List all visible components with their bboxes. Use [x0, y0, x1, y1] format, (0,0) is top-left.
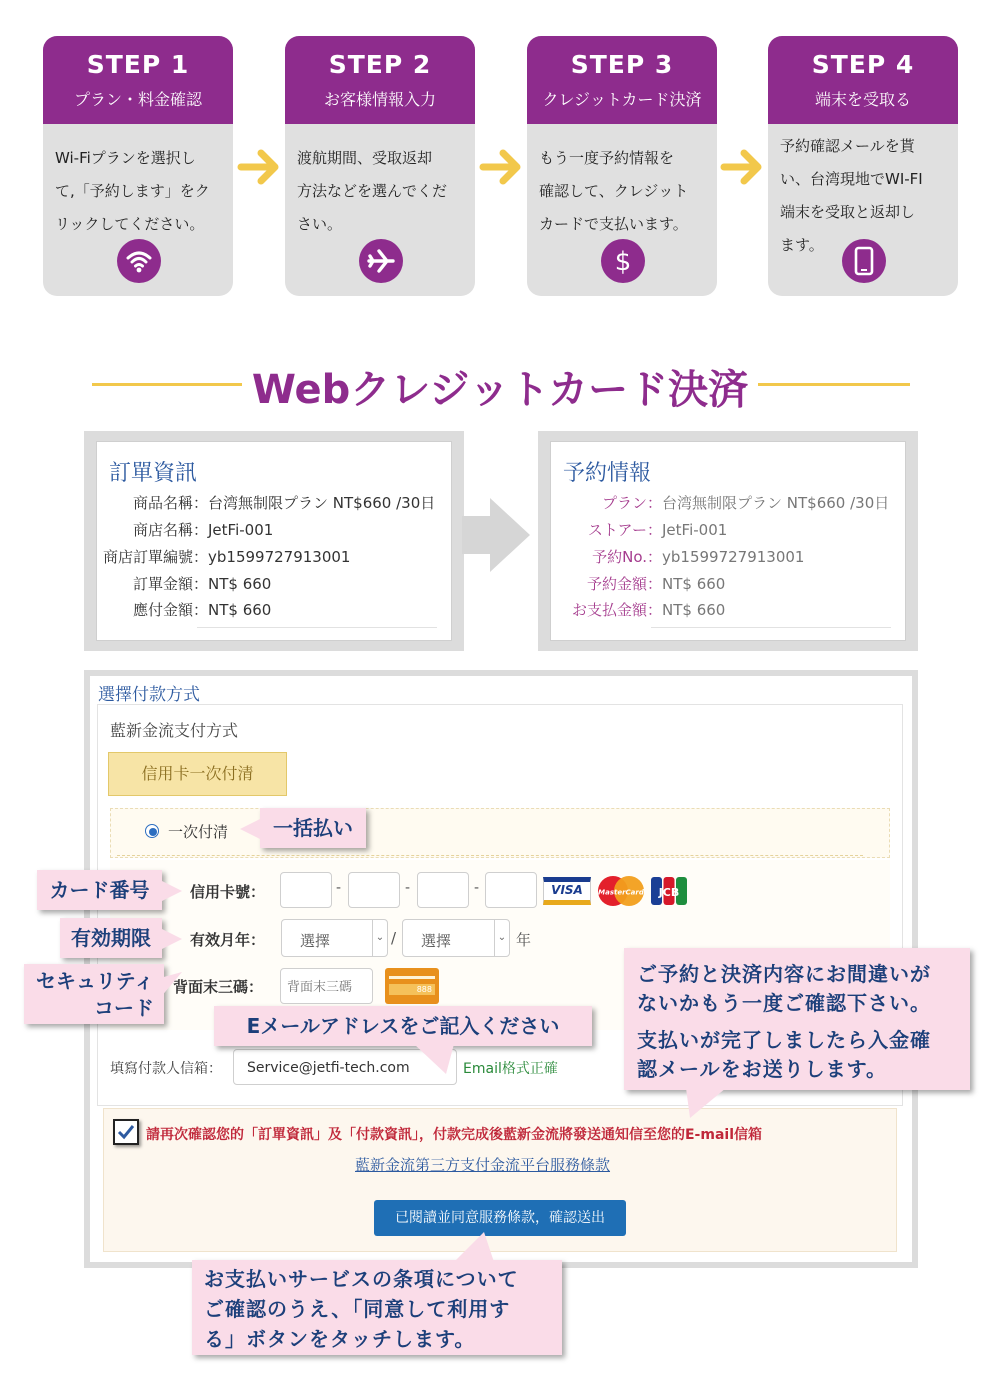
step-description	[527, 124, 717, 241]
callout-text: 有効期限	[71, 926, 151, 950]
jcb-logo-icon	[650, 876, 688, 906]
row-label: 予約No.：	[592, 548, 662, 566]
card-back-icon	[385, 968, 439, 1004]
step-text-line: 確認して、クレジット	[539, 182, 689, 200]
step-text-line: 渡航期間、受取返却	[297, 149, 433, 167]
year-suffix: 年	[516, 931, 532, 949]
callout-pointer	[686, 1088, 726, 1120]
order-row	[103, 573, 271, 594]
order-row	[103, 492, 435, 513]
separator-dash: -	[405, 880, 411, 896]
row-value: 台湾無制限プラン NT$660 /30日	[208, 494, 436, 512]
chevron-down-icon: ⌄	[372, 920, 387, 956]
arrow-right-icon	[462, 498, 532, 572]
chevron-down-icon: ⌄	[494, 920, 509, 956]
svg-text:MasterCard: MasterCard	[598, 888, 644, 897]
mastercard-logo-icon	[595, 875, 647, 907]
expiry-separator: /	[391, 929, 397, 947]
callout-pointer	[454, 1232, 494, 1262]
email-status: Email格式正確	[463, 1061, 558, 1077]
step-subtitle: お客様情報入力	[323, 90, 436, 109]
step-title: STEP 3	[570, 50, 674, 79]
callout-pointer	[160, 880, 182, 902]
tab-credit-card-full[interactable]: 信用卡一次付清	[108, 752, 287, 796]
select-value: 選擇	[300, 932, 331, 950]
step-title: STEP 2	[328, 50, 432, 79]
row-label: 商品名稱：	[132, 494, 208, 512]
row-label: 予約金額：	[586, 575, 662, 593]
callout-lump-sum	[260, 808, 366, 848]
payment-section-label: 選擇付款方式	[98, 685, 200, 705]
row-value: NT$ 660	[662, 601, 726, 619]
confirm-checkbox[interactable]	[113, 1119, 139, 1145]
row-label: 商店名稱：	[132, 521, 208, 539]
submit-button[interactable]: 已閱讀並同意服務條款，確認送出	[374, 1200, 626, 1236]
step-text-line: ます。	[780, 236, 824, 254]
callout-text: セキュリティ	[36, 969, 154, 993]
callout-pointer	[160, 972, 182, 1000]
expiry-label: 有效月年：	[190, 931, 266, 949]
callout-card-number	[37, 870, 162, 910]
step-title: STEP 1	[86, 50, 190, 79]
callout-pointer	[240, 818, 262, 840]
order-row	[103, 599, 271, 620]
step-header	[43, 36, 233, 124]
step-text-line: い、台湾現地でWI-FI	[780, 170, 923, 188]
confirm-text: 請再次確認您的「訂單資訊」及「付款資訊」，付款完成後藍新金流將發送通知信至您的E-mail信箱	[146, 1127, 763, 1143]
order-row	[557, 519, 727, 540]
callout-text: 支払いが完了しましたら入金確	[637, 1028, 931, 1052]
row-value: NT$ 660	[208, 601, 272, 619]
expiry-year-select[interactable]	[402, 919, 510, 957]
card-number-input-4[interactable]	[485, 872, 537, 908]
row-value: NT$ 660	[662, 575, 726, 593]
card-number-input-2[interactable]	[348, 872, 400, 908]
order-row	[557, 599, 725, 620]
svg-text:JCB: JCB	[658, 886, 680, 899]
step-card-2	[285, 36, 475, 296]
order-row	[557, 546, 804, 567]
callout-text: ご予約と決済内容にお間違いが	[637, 962, 931, 986]
step-card-3	[527, 36, 717, 296]
order-row	[103, 546, 350, 567]
arrow-right-icon	[720, 145, 766, 189]
expiry-month-select[interactable]	[281, 919, 388, 957]
step-header	[527, 36, 717, 124]
callout-text: 認メールをお送りします。	[637, 1057, 887, 1081]
step-text-line: 方法などを選んでくだ	[297, 182, 448, 200]
separator-dash: -	[336, 880, 342, 896]
card-number-input-1[interactable]	[280, 872, 332, 908]
divider-line	[651, 627, 891, 628]
panel-title: 訂單資訊	[109, 461, 198, 486]
step-text-line: リックしてください。	[55, 215, 205, 233]
step-subtitle: クレジットカード決済	[542, 90, 702, 109]
section-title: Webクレジットカード決済	[251, 367, 749, 413]
visa-logo-icon: VISA	[543, 877, 591, 905]
step-card-4	[768, 36, 958, 296]
radio-label: 一次付清	[168, 823, 229, 841]
order-row	[557, 492, 889, 513]
airplane-icon	[359, 239, 403, 283]
step-text-line: 端末を受取と返却し	[780, 203, 916, 221]
phone-icon	[842, 239, 886, 283]
arrow-right-icon	[479, 145, 525, 189]
cvc-label: 背面末三碼：	[173, 978, 264, 996]
callout-expiry	[60, 918, 162, 958]
callout-text: Eメールアドレスをご記入ください	[246, 1014, 560, 1038]
row-value: yb1599727913001	[662, 548, 805, 566]
callout-text: ご確認のうえ、「同意して利用す	[204, 1297, 511, 1321]
step-description	[285, 124, 475, 241]
callout-pointer	[160, 928, 182, 950]
radio-full-payment[interactable]	[145, 824, 159, 838]
row-label: 訂單金額：	[132, 575, 208, 593]
arrow-right-icon	[237, 145, 283, 189]
svg-text:$: $	[614, 247, 632, 277]
row-label: プラン：	[601, 494, 662, 512]
row-value: JetFi-001	[208, 521, 274, 539]
callout-text: カード番号	[49, 878, 150, 902]
step-text-line: て,「予約します」をク	[55, 182, 210, 200]
row-label: お支払金額：	[571, 601, 662, 619]
cvc-sample-text: 888	[389, 984, 435, 995]
step-description	[43, 124, 233, 241]
step-card-1	[43, 36, 233, 296]
order-row	[103, 519, 273, 540]
row-value: 台湾無制限プラン NT$660 /30日	[662, 494, 890, 512]
wifi-icon	[117, 239, 161, 283]
step-header	[768, 36, 958, 124]
card-number-input-3[interactable]	[417, 872, 469, 908]
callout-pointer	[414, 1044, 454, 1076]
email-label: 填寫付款人信箱：	[110, 1061, 222, 1077]
terms-link[interactable]: 藍新金流第三方支付金流平台服務條款	[355, 1156, 611, 1174]
callout-text: コード	[94, 996, 154, 1020]
callout-security-code	[24, 964, 164, 1024]
step-text-line: カードで支払います。	[539, 215, 688, 233]
row-label: ストアー：	[587, 521, 662, 539]
divider-line	[758, 383, 910, 386]
step-text-line: さい。	[297, 215, 343, 233]
callout-text: ないかもう一度ご確認下さい。	[637, 991, 931, 1015]
row-label: 商店訂單編號：	[103, 548, 209, 566]
order-panel-jp	[550, 441, 906, 641]
cvc-input[interactable]	[280, 968, 373, 1004]
divider-line	[117, 855, 863, 856]
divider-line	[197, 627, 437, 628]
order-panel-cn	[96, 441, 452, 641]
step-header	[285, 36, 475, 124]
callout-terms	[192, 1260, 562, 1355]
order-row	[557, 573, 725, 594]
callout-text: 一括払い	[273, 816, 353, 840]
panel-title: 予約情報	[563, 461, 652, 486]
select-value: 選擇	[421, 932, 452, 950]
callout-text: る」ボタンをタッチします。	[204, 1327, 476, 1351]
callout-email	[214, 1006, 592, 1046]
callout-text: お支払いサービスの条項について	[204, 1267, 519, 1291]
step-text-line: 予約確認メールを貰	[780, 137, 915, 155]
row-value: JetFi-001	[662, 521, 728, 539]
row-label: 應付金額：	[132, 601, 208, 619]
step-subtitle: プラン・料金確認	[73, 90, 202, 109]
step-text-line: もう一度予約情報を	[539, 149, 675, 167]
email-input[interactable]: Service@jetfi-tech.com	[233, 1049, 457, 1085]
card-number-label: 信用卡號：	[190, 883, 266, 901]
dollar-icon	[601, 239, 645, 283]
separator-dash: -	[474, 880, 480, 896]
step-title: STEP 4	[811, 50, 915, 79]
step-subtitle: 端末を受取る	[814, 90, 911, 109]
callout-review	[624, 948, 970, 1090]
divider-line	[92, 383, 242, 386]
provider-label: 藍新金流支付方式	[110, 721, 239, 740]
step-text-line: Wi-Fiプランを選択し	[55, 149, 196, 167]
row-value: yb1599727913001	[208, 548, 351, 566]
row-value: NT$ 660	[208, 575, 272, 593]
